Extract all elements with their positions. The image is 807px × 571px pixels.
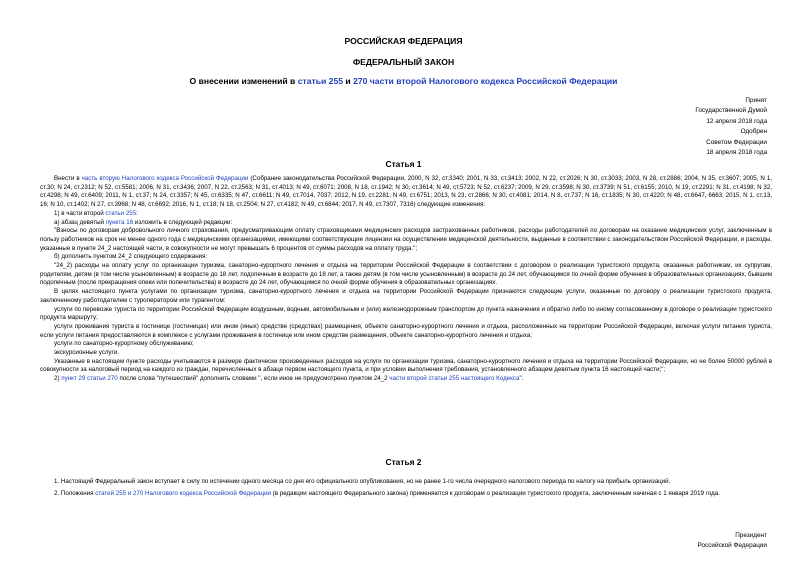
- text: ".: [519, 375, 524, 383]
- law-title-text: О внесении изменений в: [189, 76, 298, 86]
- text: 1) в части второй: [54, 209, 106, 217]
- adoption-block: [695, 96, 767, 158]
- text: (в редакции настоящего Федерального закона) применяются к договорам о реализации туристского продукта, заключенным начиная с 1 января 2019 года.: [271, 489, 720, 497]
- law-title-link-255[interactable]: статьи 255: [297, 76, 344, 86]
- point-16-link[interactable]: пункта 16: [105, 218, 134, 226]
- paragraph: В целях настоящего пункта услугами по организации туризма, санаторно-курортного лечения и отдыха на территории Российской Федерации признаются следующие услуги, оказанные по договору о реализации туристского продукта, заключенному работодателем с туроператором или турагентом:: [40, 288, 772, 304]
- text: (Собрание законодательства Российской Федерации, 2000, N 32, ст.3340; 2001, N 33, ст.3413; 2002, N 22, ст.2026; N 30, ст.3033; 2003, N 28, ст.2886; 2004, N 35, ст.3607; 2005, N 1, ст.30; N 24, ст.2312; N 52, ст.5581; 2006, N 31, ст.3436; 2007, N 22, ст.2563; N 31, ст.4013; N 49, ст.6071; 2008, N 18, ст.1942; N 30, ст.3614; N 49, ст.5723; N 52, ст.6237; 2009, N 29, ст.3598; N 30, ст.3739; N 51, ст.6155; 2010, N 19, ст.2291; N 31, ст.4198; N 32, ст.4298; N 49, ст.6409; 2011, N 1, ст.37; N 24, ст.3357; N 45, ст.6335; N 47, ст.6611; N 49, ст.7014, 7037; 2012, N 19, ст.2281; N 49, ст.6751; 2013, N 23, ст.2866; N 30, ст.4081; 2014, N 8, ст.737; N 16, ст.1835; N 30, ст.4220; N 48, ст.6647, 6663; 2015, N 1, ст.13, 16; N 10, ст.1402; N 27, ст.3968; N 48, ст.6692; 2016, N 1, ст.18; N 18, ст.2504; N 27, ст.4182; N 49, ст.6844; 2017, N 49, ст.7307, 7316) следующие изменения:: [40, 175, 772, 209]
- paragraph: [40, 175, 772, 210]
- paragraph: Указанные в настоящем пункте расходы учитываются в размере фактически произведенных расходов на услуги по организации туризма, санаторно-курортного лечения и отдыха на территории Российской Федерации, но не более 50000 рублей в совокупности за налоговый период на каждого из граждан, перечисленных в абзаце первом настоящего пункта, и при условии выполнения требования, установленного абзацем девятым пункта 16 настоящей части;";: [40, 357, 772, 374]
- adoption-line: Государственной Думой: [695, 107, 767, 115]
- signature-line: Российской Федерации: [697, 542, 767, 550]
- text: после слова "путешествий" дополнить словами ", если иное не предусмотрено пунктом 24_2: [117, 375, 390, 383]
- adoption-line: 12 апреля 2018 года: [706, 117, 767, 125]
- paragraph: 1. Настоящий Федеральный закон вступает в силу по истечении одного месяца со дня его официального опубликования, но не ранее 1-го числа очередного налогового периода по налогу на прибыль организаций.: [54, 478, 671, 485]
- signature-block: [698, 531, 768, 552]
- law-title-and: и: [343, 76, 354, 86]
- article-255-part-two-link[interactable]: части второй статьи 255 настоящего Кодекса: [389, 375, 520, 383]
- point-29-article-270-link[interactable]: пункт 29 статьи 270: [61, 375, 118, 383]
- paragraph: услуги проживания туриста в гостинице (гостиницах) или ином (иных) средстве (средствах) размещения, объекте санаторно-курортного лечения и отдыха, расположенных на территории Российской Федерации, включая услуги питания туриста, если услуги питания предоставляются в комплексе с услугами проживания в гостинице или ином средстве размещения, объекте санаторно-курортного лечения и отдыха;: [40, 322, 772, 339]
- article-2-title: Статья 2: [385, 457, 422, 467]
- text: а) абзац девятый: [54, 218, 106, 226]
- text: изложить в следующей редакции:: [133, 218, 233, 226]
- paragraph: [40, 375, 772, 384]
- article-255-link[interactable]: статьи 255: [105, 209, 137, 217]
- paragraph: [40, 210, 772, 219]
- paragraph: услуги по санаторно-курортному обслуживанию;: [54, 340, 194, 348]
- article-2-body: [40, 478, 772, 498]
- paragraph: б) дополнить пунктом 24_2 следующего содержания:: [54, 253, 208, 261]
- text: 2): [54, 375, 62, 383]
- paragraph: "24_2) расходы на оплату услуг по организации туризма, санаторно-курортного лечения и отдыха на территории Российской Федерации в соответствии с договором о реализации туристского продукта, оказанных работникам, их супругам, родителям, детям (в том числе усыновленным) в возрасте до 18 лет, подопечным в возрасте до 18 лет, а также детям (в том числе усыновленным) в возрасте до 24 лет, обучающимся по очной форме обучения в образовательных организациях, бывшим подопечным (после прекращения опеки или попечительства) в возрасте до 24 лет, обучающимся по очной форме обучения в образовательных организациях.: [40, 262, 772, 287]
- paragraph: экскурсионные услуги.: [54, 349, 119, 357]
- paragraph: [40, 219, 772, 228]
- adoption-line: Принят: [745, 97, 767, 104]
- text: Внести в: [54, 175, 82, 182]
- signature-line: Президент: [735, 532, 767, 539]
- article-1-body: [40, 175, 772, 384]
- text: :: [136, 209, 138, 217]
- law-title: [0, 76, 807, 86]
- law-type-heading: ФЕДЕРАЛЬНЫЙ ЗАКОН: [352, 57, 455, 67]
- text: 2. Положения: [54, 489, 96, 497]
- articles-255-270-link[interactable]: статей 255 и 270 Налогового кодекса Российской Федерации: [95, 489, 272, 497]
- adoption-line: 18 апреля 2018 года: [706, 149, 767, 157]
- tax-code-link[interactable]: часть вторую Налогового кодекса Российской Федерации: [81, 175, 249, 182]
- paragraph: [40, 490, 772, 499]
- adoption-line: Советом Федерации: [706, 138, 767, 146]
- paragraph: услуги по перевозке туриста по территории Российской Федерации воздушным, водным, автомобильным и (или) железнодорожным транспортом до пункта назначения и обратно либо по иному согласованному в договоре о реализации туристского продукта маршруту;: [40, 305, 772, 322]
- article-1-title: Статья 1: [385, 159, 422, 169]
- law-title-link-270[interactable]: 270 части второй Налогового кодекса Российской Федерации: [353, 76, 618, 86]
- country-heading: РОССИЙСКАЯ ФЕДЕРАЦИЯ: [344, 36, 463, 46]
- paragraph: "Взносы по договорам добровольного личного страхования, предусматривающим оплату страховщиками медицинских расходов застрахованных работников, расходы работодателей по договорам на оказание медицинских услуг, заключенным в пользу работников на срок не менее одного года с медицинскими организациями, имеющими соответствующие лицензии на осуществление медицинской деятельности, выданные в соответствии с законодательством Российской Федерации, и расходы, указанные в пункте 24_2 настоящей части, в совокупности не могут превышать 6 процентов от суммы расходов на оплату труда.";: [40, 227, 772, 252]
- adoption-line: Одобрен: [740, 128, 767, 136]
